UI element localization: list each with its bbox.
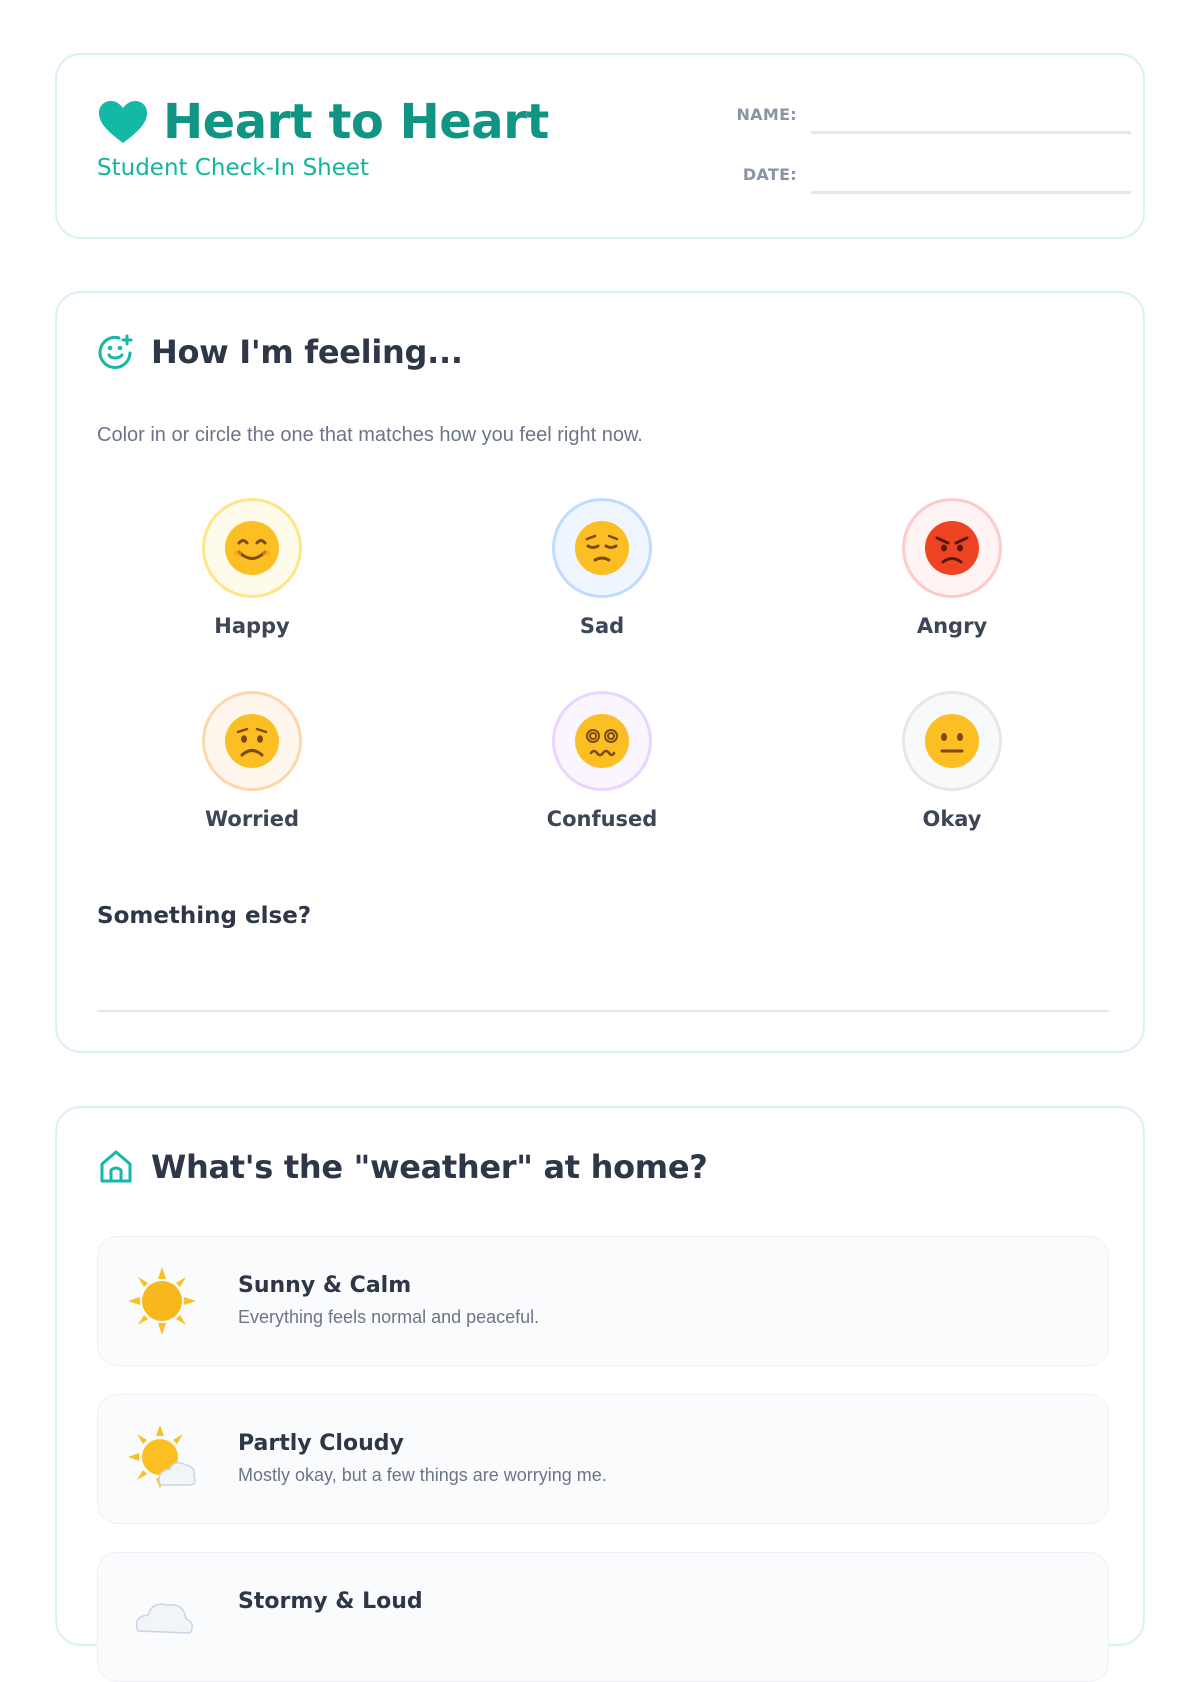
dizzy-face-icon [573, 712, 631, 770]
neutral-face-icon [923, 712, 981, 770]
mood-label: Angry [916, 614, 988, 638]
feelings-heading [97, 333, 463, 371]
something-else-label: Something else? [97, 903, 312, 929]
weather-option-sunny[interactable] [97, 1236, 1109, 1366]
weather-option-desc: Mostly okay, but a few things are worrying me. [238, 1465, 607, 1485]
weather-option-title: Partly Cloudy [238, 1431, 404, 1456]
mood-circle[interactable] [552, 691, 652, 791]
feelings-instructions: Color in or circle the one that matches how you feel right now. [97, 424, 643, 446]
page-subtitle: Student Check-In Sheet [97, 155, 370, 181]
brand [97, 95, 549, 181]
page-title: Heart to Heart [163, 94, 549, 150]
smile-plus-icon [97, 333, 135, 371]
mood-option-worried[interactable] [152, 691, 352, 831]
feelings-title: How I'm feeling... [151, 333, 463, 371]
mood-option-okay[interactable] [852, 691, 1052, 831]
name-label: NAME: [736, 105, 797, 124]
mood-label: Happy [214, 614, 290, 638]
mood-circle[interactable] [902, 691, 1002, 791]
date-label: DATE: [742, 165, 797, 184]
mood-label: Sad [579, 614, 625, 638]
header-card [55, 53, 1145, 239]
smiling-face-icon [223, 519, 281, 577]
mood-label: Worried [204, 807, 300, 831]
weather-option-title: Sunny & Calm [238, 1273, 412, 1298]
weather-option-desc: Everything feels normal and peaceful. [238, 1307, 540, 1327]
mood-circle[interactable] [202, 498, 302, 598]
mood-circle[interactable] [552, 498, 652, 598]
weather-heading [97, 1148, 708, 1186]
mood-option-happy[interactable] [152, 498, 352, 638]
weather-card [55, 1106, 1145, 1646]
angry-face-icon [923, 519, 981, 577]
heart-icon [97, 99, 149, 145]
name-input-line[interactable] [811, 131, 1131, 134]
mood-option-confused[interactable] [502, 691, 702, 831]
mood-option-angry[interactable] [852, 498, 1052, 638]
sun-icon [126, 1265, 198, 1337]
cloud-icon [126, 1581, 198, 1653]
weather-option-stormy[interactable] [97, 1552, 1109, 1682]
mood-label: Confused [546, 807, 658, 831]
mood-circle[interactable] [902, 498, 1002, 598]
mood-label: Okay [922, 807, 982, 831]
mood-option-sad[interactable] [502, 498, 702, 638]
weather-option-partly-cloudy[interactable] [97, 1394, 1109, 1524]
name-field[interactable] [687, 105, 1131, 134]
pensive-face-icon [573, 519, 631, 577]
date-field[interactable] [687, 165, 1131, 194]
worried-face-icon [223, 712, 281, 770]
weather-title: What's the "weather" at home? [151, 1148, 708, 1186]
mood-circle[interactable] [202, 691, 302, 791]
feelings-card [55, 291, 1145, 1053]
sun-behind-cloud-icon [126, 1423, 198, 1495]
something-else-input-line[interactable] [97, 1010, 1109, 1012]
house-icon [97, 1148, 135, 1186]
date-input-line[interactable] [811, 191, 1131, 194]
weather-option-title: Stormy & Loud [238, 1589, 423, 1614]
